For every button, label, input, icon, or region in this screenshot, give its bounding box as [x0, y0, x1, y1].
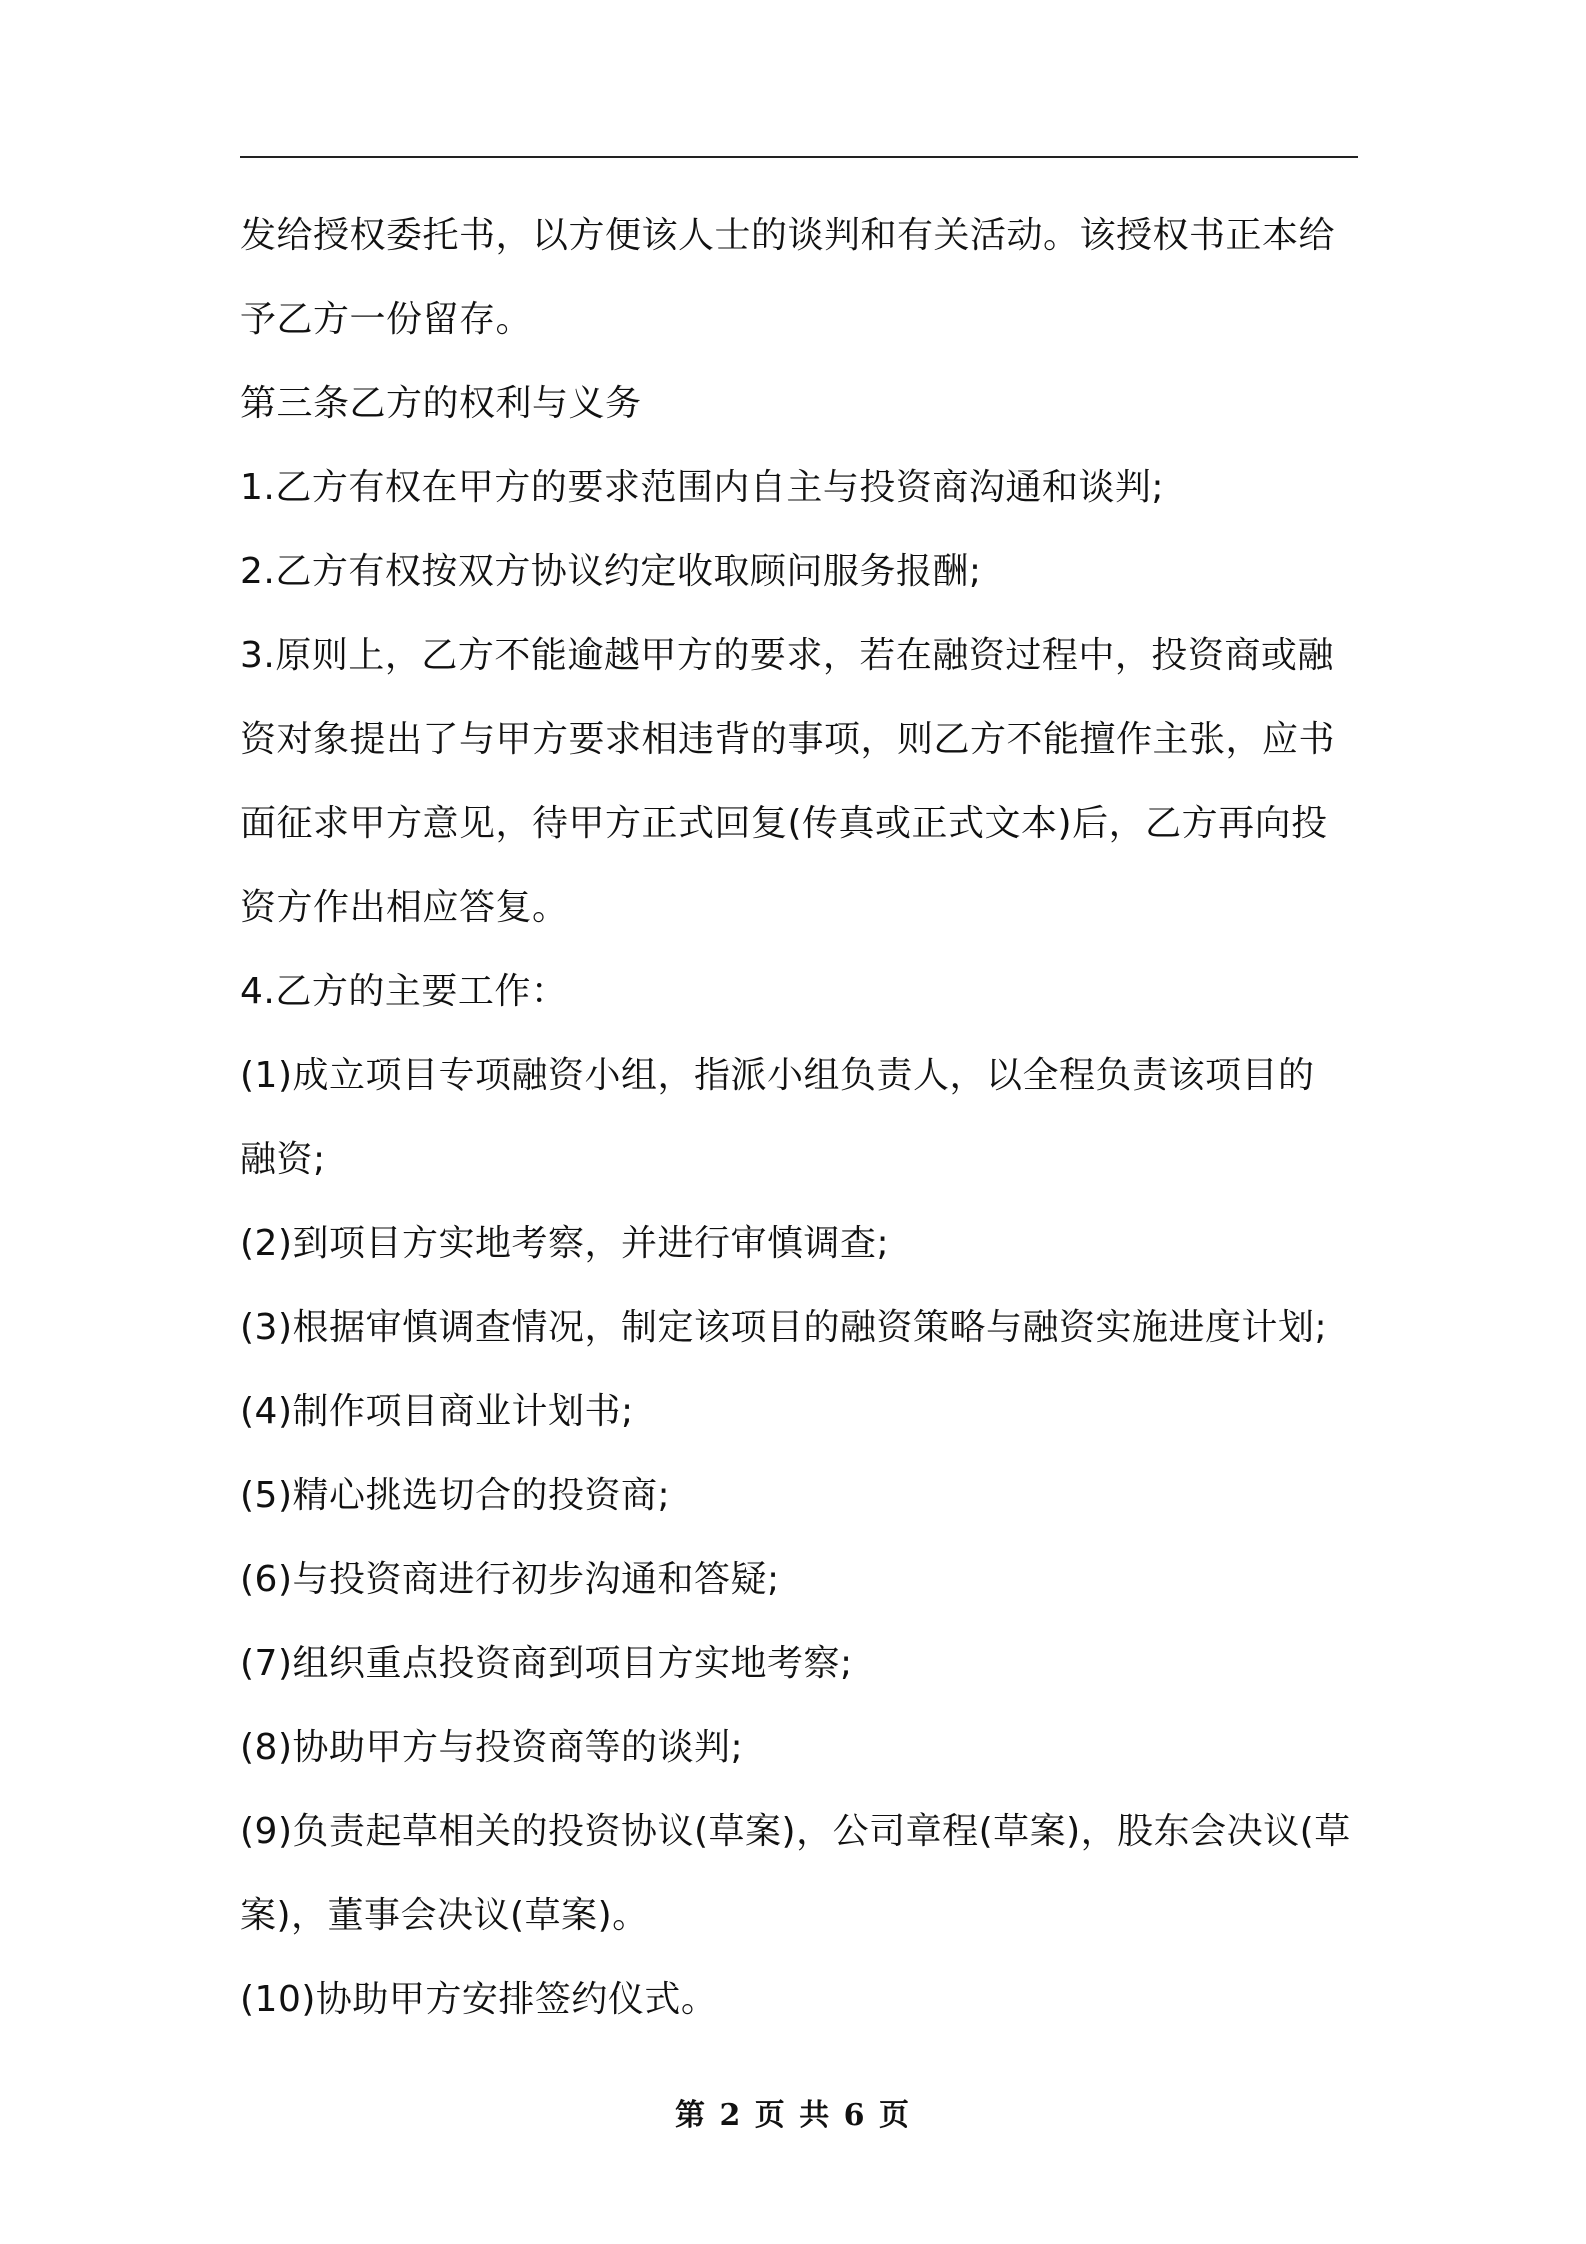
header-rule — [240, 156, 1358, 158]
sub-list-item: (4)制作项目商业计划书; — [240, 1391, 634, 1432]
sub-list-item: (8)协助甲方与投资商等的谈判; — [240, 1727, 744, 1768]
sub-list-item: (9)负责起草相关的投资协议(草案)，公司章程(草案)，股东会决议(草 — [240, 1811, 1351, 1852]
list-item: 1.乙方有权在甲方的要求范围内自主与投资商沟通和谈判; — [240, 467, 1164, 508]
list-item: 2.乙方有权按双方协议约定收取顾问服务报酬; — [240, 551, 982, 592]
sub-list-item: (1)成立项目专项融资小组，指派小组负责人，以全程负责该项目的 — [240, 1055, 1315, 1096]
sub-list-item: (7)组织重点投资商到项目方实地考察; — [240, 1643, 853, 1684]
sub-list-item: (5)精心挑选切合的投资商; — [240, 1475, 671, 1516]
list-item: 3.原则上，乙方不能逾越甲方的要求，若在融资过程中，投资商或融 — [240, 635, 1334, 676]
text-line: 予乙方一份留存。 — [240, 299, 533, 340]
section-heading: 第三条乙方的权利与义务 — [240, 383, 642, 424]
page-indicator: 第 2 页 共 6 页 — [675, 2098, 911, 2133]
text-line: 发给授权委托书，以方便该人士的谈判和有关活动。该授权书正本给 — [240, 215, 1336, 256]
sub-list-item: (2)到项目方实地考察，并进行审慎调查; — [240, 1223, 890, 1264]
sub-list-item: (3)根据审慎调查情况，制定该项目的融资策略与融资实施进度计划; — [240, 1307, 1328, 1348]
document-body — [240, 194, 1360, 2042]
list-item: 4.乙方的主要工作： — [240, 971, 568, 1012]
text-line: 资方作出相应答复。 — [240, 887, 569, 928]
sub-list-item: (6)与投资商进行初步沟通和答疑; — [240, 1559, 780, 1600]
text-line: 案)，董事会决议(草案)。 — [240, 1895, 649, 1936]
text-line: 融资; — [240, 1139, 326, 1180]
sub-list-item: (10)协助甲方安排签约仪式。 — [240, 1979, 718, 2020]
text-line: 资对象提出了与甲方要求相违背的事项，则乙方不能擅作主张，应书 — [240, 719, 1336, 760]
text-line: 面征求甲方意见，待甲方正式回复(传真或正式文本)后，乙方再向投 — [240, 803, 1328, 844]
